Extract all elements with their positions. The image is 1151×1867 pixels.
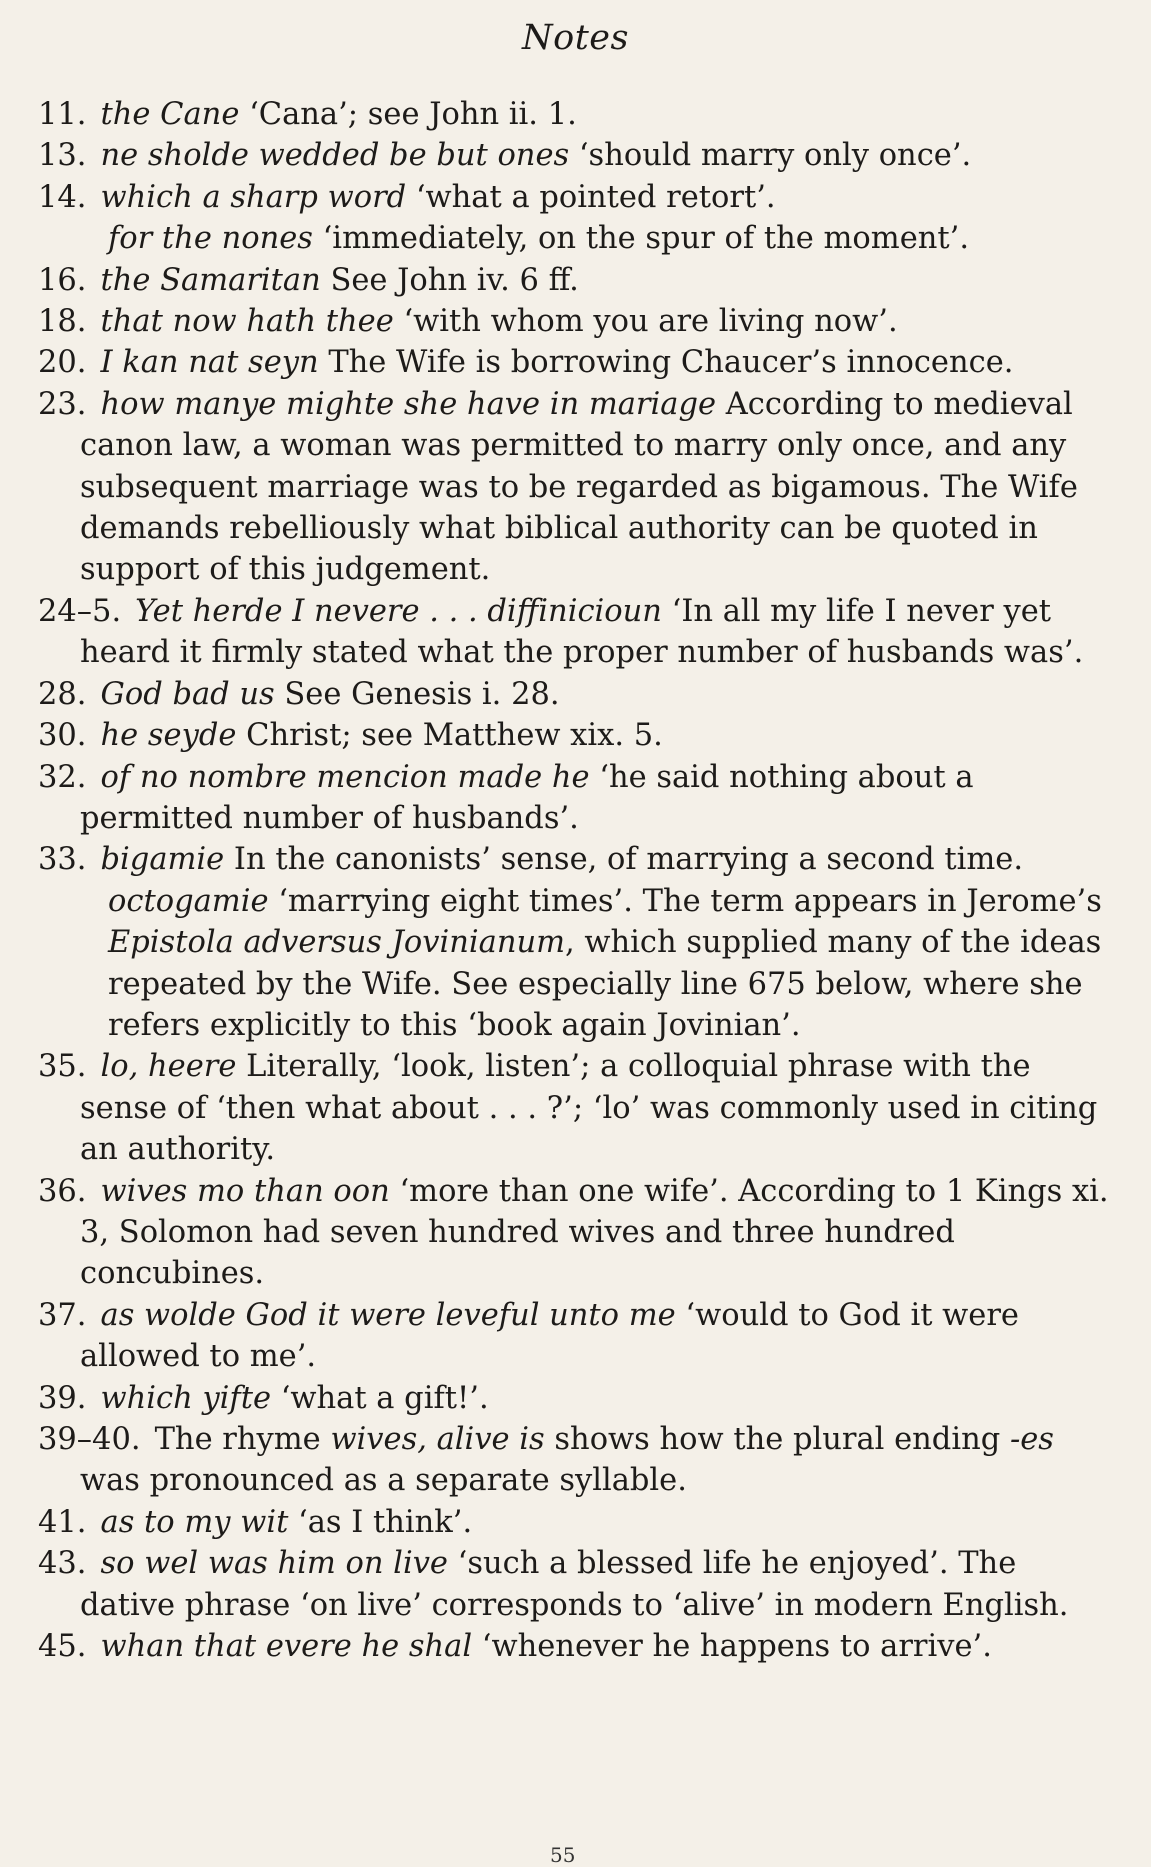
line-number: 39. bbox=[38, 1380, 87, 1416]
page-title: Notes bbox=[522, 18, 629, 58]
note-item bbox=[38, 94, 1118, 135]
line-number: 28. bbox=[38, 676, 87, 712]
lemma: which yifte bbox=[100, 1380, 272, 1416]
note-item bbox=[38, 1543, 1118, 1626]
note-item bbox=[38, 715, 1118, 756]
gloss: In the canonists’ sense, of marrying a second time. bbox=[224, 842, 1024, 878]
line-number: 24–5. bbox=[38, 593, 122, 629]
gloss: ‘as I think’. bbox=[288, 1504, 473, 1540]
gloss: According to medieval canon law, a woman was permitted to marry only once, and any subsequent marriage was to be regarded as bigamous. The Wife demands rebelliously what biblical authority can be quoted in support of this judgement. bbox=[80, 386, 1078, 588]
lemma: which a sharp word bbox=[100, 179, 407, 215]
note-item bbox=[38, 177, 1118, 260]
gloss: ‘what a gift!’. bbox=[271, 1380, 489, 1416]
line-number: 11. bbox=[38, 97, 87, 132]
gloss: Christ; see Matthew xix. 5. bbox=[236, 718, 663, 754]
note-item bbox=[38, 1295, 1118, 1378]
gloss: ‘In all my life I never yet heard it firmly stated what the proper number of husbands was’. bbox=[80, 593, 1084, 671]
line-number: 45. bbox=[38, 1629, 87, 1665]
line-number: 36. bbox=[38, 1173, 87, 1209]
gloss: ‘whenever he happens to arrive’. bbox=[472, 1629, 992, 1665]
note-item bbox=[38, 1046, 1118, 1170]
gloss: See Genesis i. 28. bbox=[274, 676, 560, 712]
gloss: The rhyme bbox=[154, 1422, 331, 1457]
rhyme-words: wives, alive is bbox=[330, 1422, 545, 1457]
lemma: the Samaritan bbox=[100, 262, 321, 298]
line-number: 13. bbox=[38, 138, 87, 174]
lemma: whan that evere he shal bbox=[100, 1629, 473, 1665]
line-number: 35. bbox=[38, 1049, 87, 1085]
notes-list bbox=[38, 94, 1118, 1667]
gloss: ‘Cana’; see John ii. 1. bbox=[239, 97, 577, 132]
lemma: for the nones bbox=[108, 221, 313, 257]
gloss: ‘marrying eight times’. The term appears in Jerome’s bbox=[268, 883, 1102, 919]
lemma: ne sholde wedded be but ones bbox=[100, 138, 570, 174]
gloss-continued: shows how the plural ending bbox=[544, 1422, 1010, 1457]
gloss: The Wife is borrowing Chaucer’s innocence. bbox=[318, 345, 1014, 381]
note-item bbox=[38, 1626, 1118, 1667]
line-number: 32. bbox=[38, 759, 87, 795]
gloss: ‘should marry only once’. bbox=[569, 138, 972, 174]
note-item bbox=[38, 839, 1118, 1046]
note-item bbox=[38, 757, 1118, 840]
lemma: as wolde God it were leveful unto me bbox=[100, 1297, 676, 1333]
gloss: See John iv. 6 ff. bbox=[320, 262, 579, 298]
work-title: Epistola adversus Jovinianum bbox=[108, 925, 566, 961]
lemma: God bad us bbox=[100, 676, 275, 712]
line-number: 16. bbox=[38, 262, 87, 298]
line-number: 41. bbox=[38, 1504, 87, 1540]
line-number: 33. bbox=[38, 842, 87, 878]
line-number: 43. bbox=[38, 1546, 87, 1582]
lemma: octogamie bbox=[108, 883, 269, 919]
lemma: I kan nat seyn bbox=[100, 345, 319, 381]
sub-note bbox=[80, 218, 1118, 259]
lemma: of no nombre mencion made he bbox=[100, 759, 590, 795]
gloss: ‘would to God it were allowed to me’. bbox=[80, 1297, 1019, 1375]
line-number: 23. bbox=[38, 386, 87, 422]
page-number: 55 bbox=[550, 1843, 576, 1867]
lemma: bigamie bbox=[100, 842, 225, 878]
note-item bbox=[38, 1378, 1118, 1419]
gloss-continued: , which supplied many of the ideas repeated by the Wife. See especially line 675 below, where she refers explicitly to this ‘book again Jovinian’. bbox=[108, 925, 1102, 1043]
note-item bbox=[38, 1419, 1118, 1502]
line-number: 30. bbox=[38, 718, 87, 754]
lemma: wives mo than oon bbox=[100, 1173, 390, 1209]
note-item bbox=[38, 674, 1118, 715]
note-item bbox=[38, 1171, 1118, 1295]
gloss: ‘he said nothing about a permitted number of husbands’. bbox=[80, 759, 974, 836]
line-number: 14. bbox=[38, 179, 87, 215]
lemma: he seyde bbox=[100, 718, 237, 754]
note-item bbox=[38, 591, 1118, 674]
lemma: how manye mighte she have in mariage bbox=[100, 386, 717, 422]
gloss: ‘immediately, on the spur of the moment’. bbox=[312, 221, 970, 257]
line-number: 37. bbox=[38, 1297, 87, 1333]
line-number: 39–40. bbox=[38, 1422, 141, 1457]
gloss: Literally, ‘look, listen’; a colloquial phrase with the sense of ‘then what about . . . ?’; ‘lo’ was commonly used in citing an authority. bbox=[80, 1049, 1098, 1168]
note-item bbox=[38, 1502, 1118, 1543]
plural-ending: -es bbox=[1009, 1422, 1054, 1457]
gloss: ‘what a pointed retort’. bbox=[406, 179, 776, 215]
note-item bbox=[38, 135, 1118, 176]
lemma: lo, heere bbox=[100, 1049, 237, 1085]
gloss-continued: was pronounced as a separate syllable. bbox=[80, 1463, 687, 1499]
sub-note bbox=[80, 881, 1118, 1047]
line-number: 20. bbox=[38, 345, 87, 381]
line-number: 18. bbox=[38, 304, 87, 340]
note-item bbox=[38, 384, 1118, 591]
lemma: so wel was him on live bbox=[100, 1546, 448, 1582]
note-item bbox=[38, 260, 1118, 301]
gloss: ‘such a blessed life he enjoyed’. The dative phrase ‘on live’ corresponds to ‘alive’ in modern English. bbox=[80, 1546, 1069, 1623]
lemma: Yet herde I nevere . . . diffinicioun bbox=[135, 593, 662, 629]
gloss: ‘more than one wife’. According to 1 Kings xi. 3, Solomon had seven hundred wives and three hundred concubines. bbox=[80, 1173, 1109, 1292]
lemma: the Cane bbox=[100, 97, 240, 132]
note-item bbox=[38, 342, 1118, 383]
lemma: as to my wit bbox=[100, 1504, 289, 1540]
note-item bbox=[38, 301, 1118, 342]
lemma: that now hath thee bbox=[100, 304, 394, 340]
gloss: ‘with whom you are living now’. bbox=[393, 304, 898, 340]
